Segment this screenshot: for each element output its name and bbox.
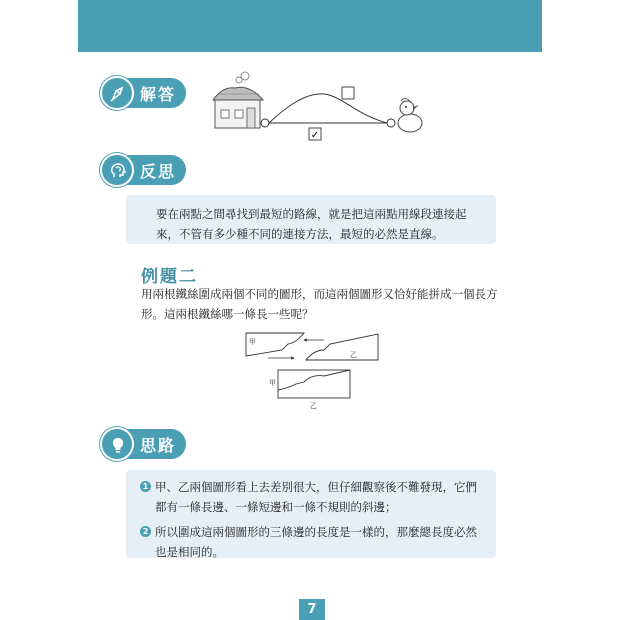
shape-yi-top [306,334,378,360]
combined-rectangle [278,370,350,398]
curved-path [269,94,387,123]
point-text: 所以圍成這兩個圖形的三條邊的長度是一樣的，那麼總長度必然也是相同的。 [155,525,477,559]
top-banner [78,0,542,52]
pen-nib-icon [109,85,127,103]
reflection-section-label: 反思 [140,162,177,181]
point-text: 甲、乙兩個圖形看上去差別很大，但仔細觀察後不難發現，它們都有一條長邊、一條短邊和一條不規則的斜邊； [155,480,477,514]
thinking-point [140,477,482,517]
thinking-point [140,522,482,562]
curved-path-checkbox [342,87,354,99]
shape-jia-top-label: 甲 [249,338,256,346]
duck-illustration [398,99,422,133]
lightbulb-icon [109,436,127,454]
combined-label-jia: 甲 [269,379,276,387]
answer-section-label: 解答 [140,85,177,104]
answer-figure [205,68,435,148]
straight-path-mark: ✓ [310,130,320,141]
point-number-badge: 1 [140,481,151,492]
example-question: 用兩根鐵絲圍成兩個不同的圖形，而這兩個圖形又恰好能拼成一個長方形。這兩根鐵絲哪一條長一些呢？ [141,287,498,321]
reflection-text: 要在兩點之間尋找到最短的路線，就是把這兩點用線段連接起來，不管有多少種不同的連接方法，最短的必然是直線。 [156,207,467,241]
combined-label-yi: 乙 [310,402,317,410]
thinking-section-label: 思路 [140,436,177,455]
thinking-box [126,470,496,558]
example-figure [240,330,390,410]
shape-yi-top-label: 乙 [350,351,357,359]
house-illustration [213,72,263,128]
start-point [261,119,269,127]
reflection-box [126,195,496,244]
example-title: 例題二 [141,267,198,287]
point-number-badge: 2 [140,526,151,537]
end-point [387,119,395,127]
head-brain-icon [109,162,127,180]
page-number: 7 [299,599,325,620]
